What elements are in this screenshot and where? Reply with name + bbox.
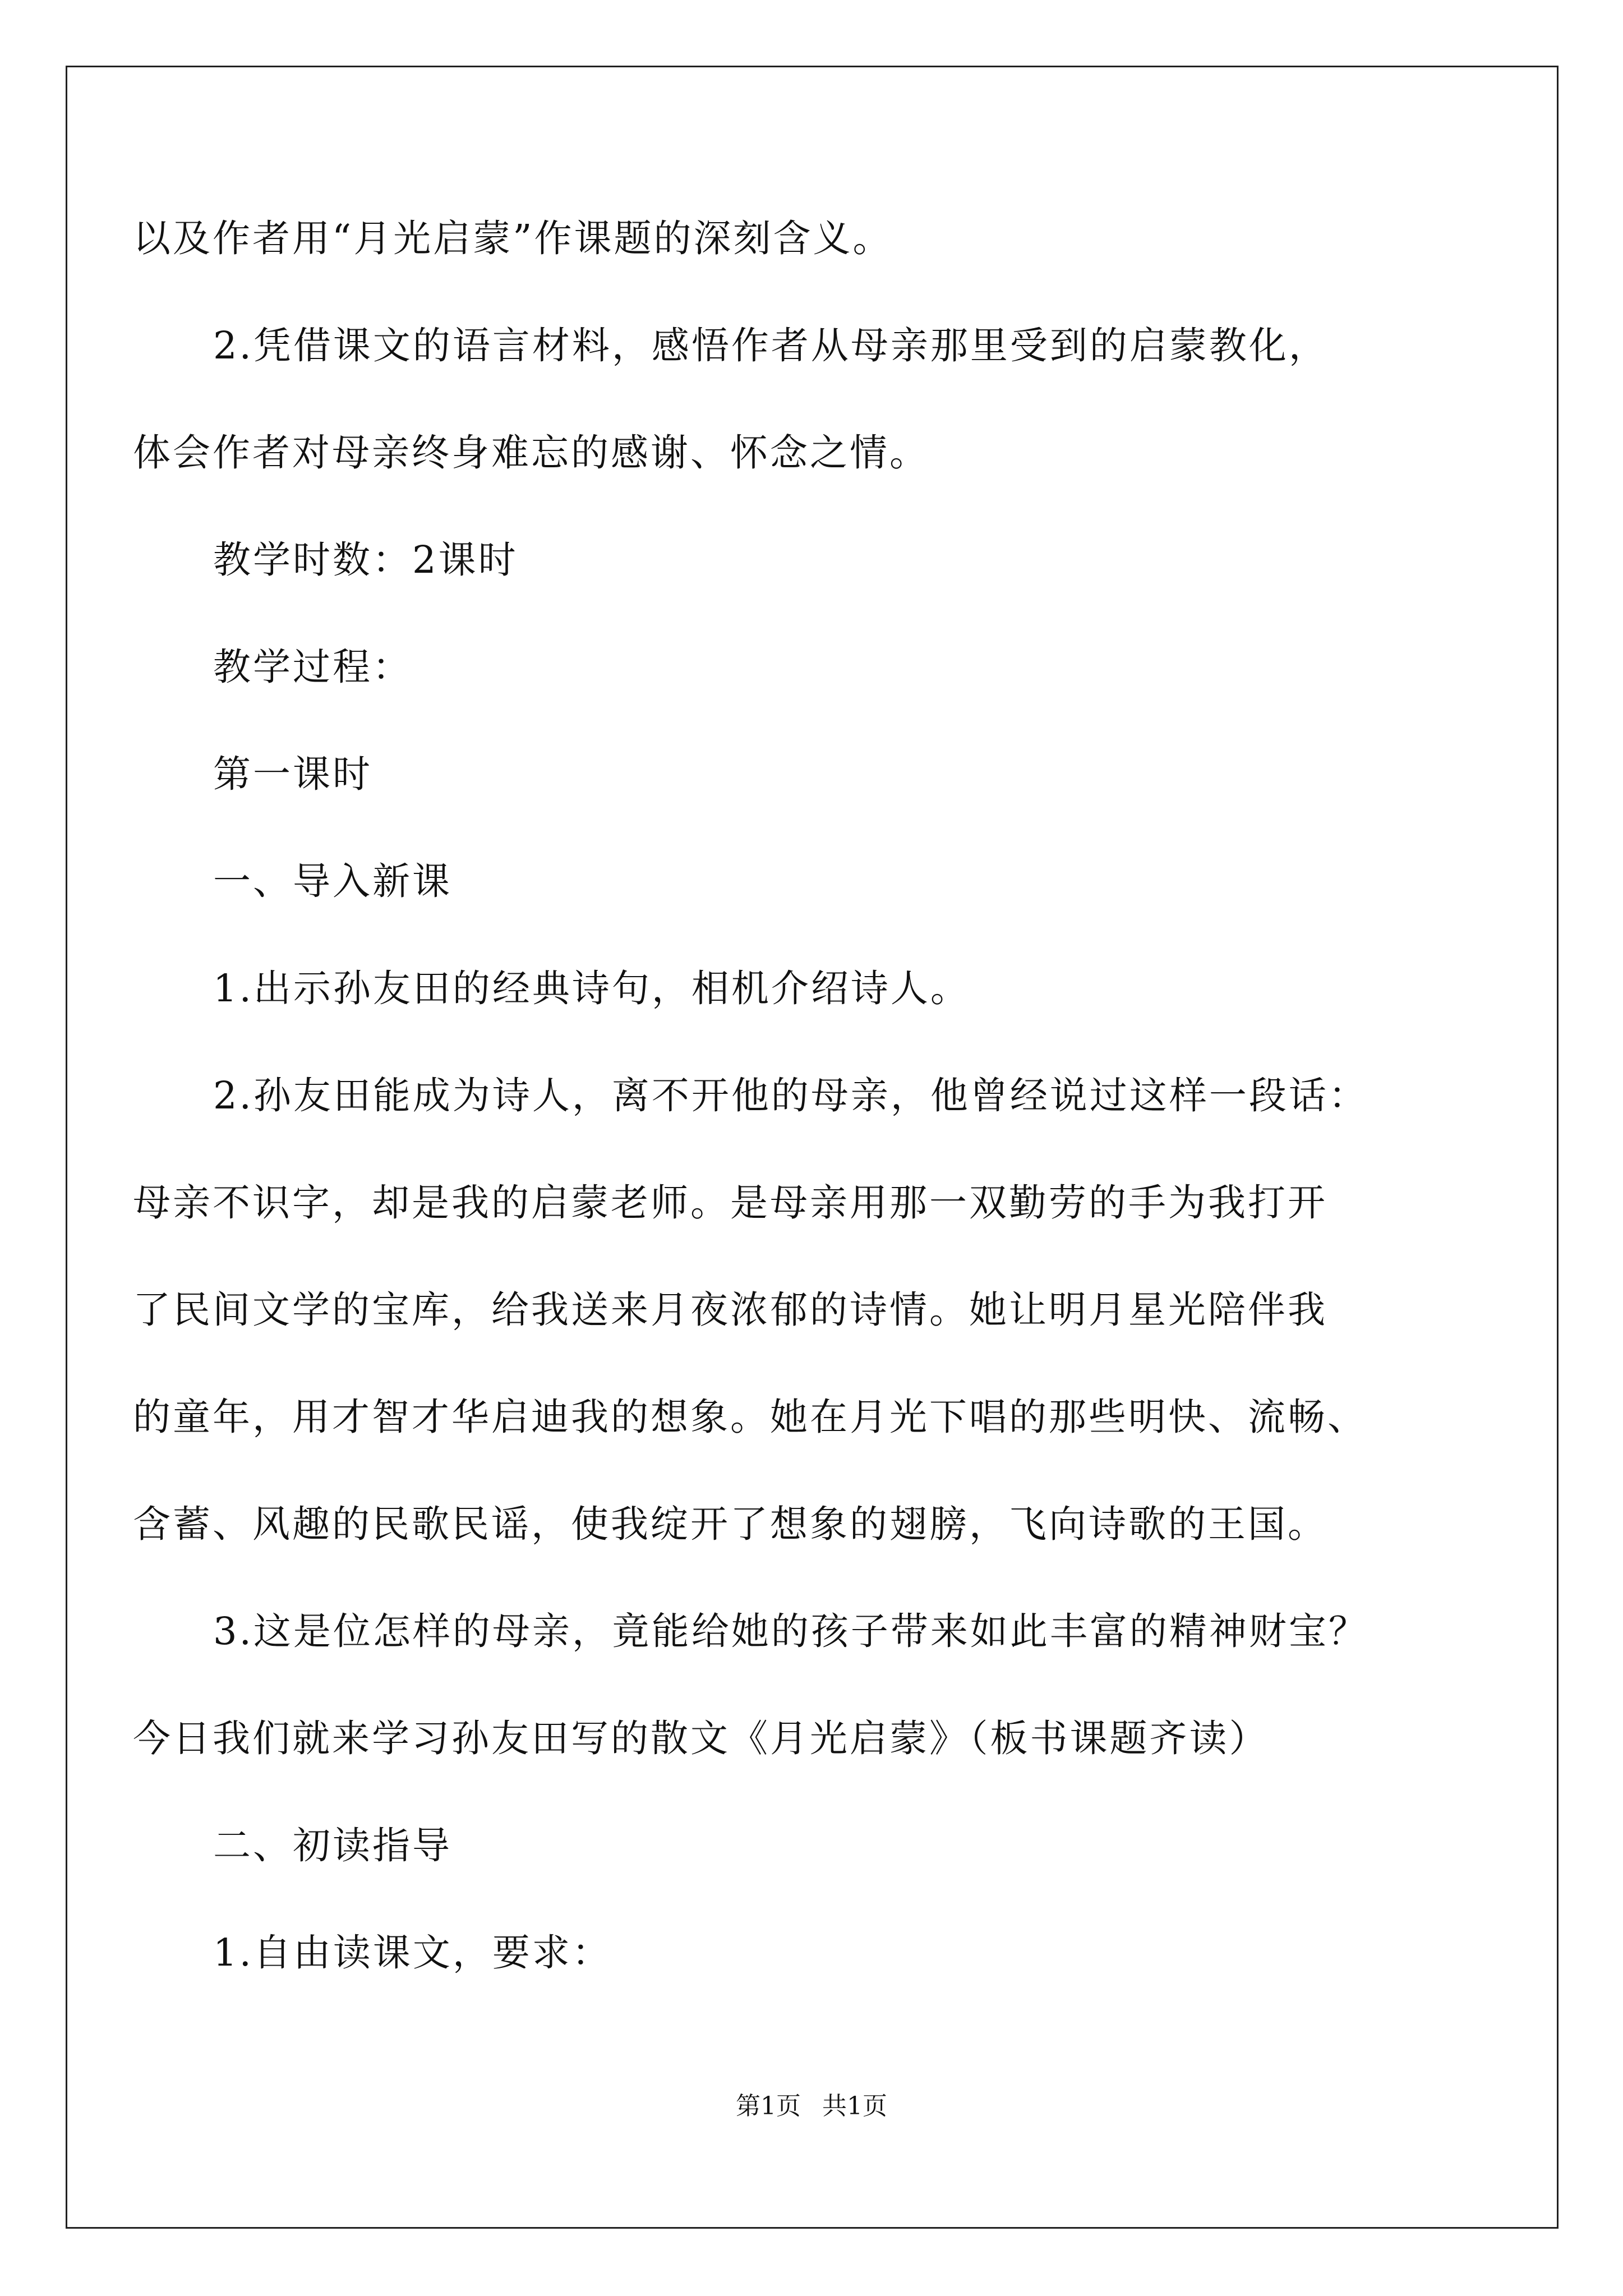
text-line-11: 了民间文学的宝库，给我送来月夜浓郁的诗情。她让明月星光陪伴我 (133, 1288, 1327, 1332)
page-number: 第1页 (736, 2092, 801, 2120)
text-line-14: 3.这是位怎样的母亲，竟能给她的孩子带来如此丰富的精神财宝？ (213, 1609, 1368, 1653)
text-line-16: 二、初读指导 (213, 1824, 452, 1867)
text-line-15: 今日我们就来学习孙友田写的散文《月光启蒙》（板书课题齐读） (133, 1717, 1269, 1760)
page-total: 共1页 (822, 2092, 887, 2120)
text-line-13: 含蓄、风趣的民歌民谣，使我绽开了想象的翅膀，飞向诗歌的王国。 (133, 1502, 1327, 1546)
text-line-2: 2.凭借课文的语言材料，感悟作者从母亲那里受到的启蒙教化， (213, 324, 1329, 367)
text-line-10: 母亲不识字，却是我的启蒙老师。是母亲用那一双勤劳的手为我打开 (133, 1181, 1327, 1225)
text-line-9: 2.孙友田能成为诗人，离不开他的母亲，他曾经说过这样一段话： (213, 1074, 1368, 1117)
page-footer (0, 2086, 1623, 2122)
text-line-1: 以及作者用“月光启蒙”作课题的深刻含义。 (133, 217, 893, 260)
text-line-7: 一、导入新课 (213, 859, 452, 903)
text-line-3: 体会作者对母亲终身难忘的感谢、怀念之情。 (133, 431, 929, 475)
text-line-6: 第一课时 (213, 752, 372, 796)
document-body (133, 185, 1490, 2036)
text-line-8: 1.出示孙友田的经典诗句，相机介绍诗人。 (213, 967, 970, 1010)
text-line-17: 1.自由读课文，要求： (213, 1931, 612, 1975)
text-line-12: 的童年，用才智才华启迪我的想象。她在月光下唱的那些明快、流畅、 (133, 1395, 1367, 1439)
text-line-5: 教学过程： (213, 645, 412, 689)
text-line-4: 教学时数：2课时 (213, 538, 518, 582)
